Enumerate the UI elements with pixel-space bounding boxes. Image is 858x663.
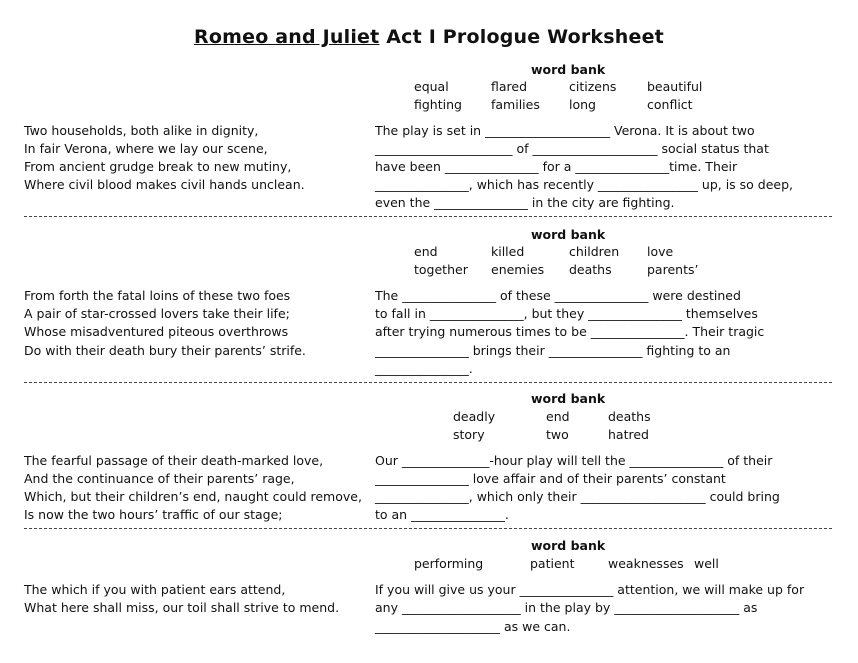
word-bank-word: deaths (608, 409, 651, 424)
worksheet-line: have been _______________ for a _______________time. Their (375, 159, 738, 174)
title-subtitle: Act I Prologue Worksheet (379, 26, 664, 48)
word-bank-title: word bank (531, 227, 606, 242)
poem-line: Is now the two hours’ traffic of our stage; (24, 507, 283, 522)
poem-line: Do with their death bury their parents’ strife. (24, 343, 306, 358)
word-bank-title: word bank (531, 391, 606, 406)
word-bank-word: long (569, 97, 596, 112)
title-play-name: Romeo and Juliet (194, 26, 380, 48)
word-bank-word: performing (414, 556, 484, 571)
worksheet-line: ____________________ as we can. (375, 619, 571, 634)
worksheet-line: any ___________________ in the play by ____________________ as (375, 600, 758, 615)
worksheet-line: ______________________ of ____________________ social status that (375, 141, 769, 156)
section-divider (24, 382, 832, 383)
word-bank-word: deadly (453, 409, 496, 424)
worksheet-line: The play is set in ____________________ Verona. It is about two (375, 123, 755, 138)
word-bank-word: end (546, 409, 570, 424)
worksheet-line: The _______________ of these _______________ were destined (375, 288, 741, 303)
worksheet-line: _______________ love affair and of their parents’ constant (375, 471, 726, 486)
word-bank-word: citizens (569, 79, 617, 94)
worksheet-line: Our ______________-hour play will tell the _______________ of their (375, 453, 773, 468)
word-bank-word: deaths (569, 262, 612, 277)
word-bank-word: flared (491, 79, 528, 94)
poem-line: Where civil blood makes civil hands unclean. (24, 177, 305, 192)
poem-line: A pair of star-crossed lovers take their life; (24, 306, 290, 321)
poem-line: And the continuance of their parents’ rage, (24, 471, 295, 486)
word-bank-word: two (546, 427, 569, 442)
worksheet-line: to fall in _______________, but they _______________ themselves (375, 306, 758, 321)
worksheet-line: after trying numerous times to be _______________. Their tragic (375, 324, 765, 339)
poem-line: What here shall miss, our toil shall strive to mend. (24, 600, 340, 615)
word-bank-word: hatred (608, 427, 649, 442)
worksheet-line: _______________, which has recently ________________ up, is so deep, (375, 177, 794, 192)
word-bank-word: patient (530, 556, 575, 571)
poem-line: From ancient grudge break to new mutiny, (24, 159, 292, 174)
poem-line: Whose misadventured piteous overthrows (24, 324, 289, 339)
worksheet-line: _______________ brings their _______________ fighting to an (375, 343, 731, 358)
worksheet-line: to an _______________. (375, 507, 509, 522)
poem-line: In fair Verona, where we lay our scene, (24, 141, 268, 156)
poem-line: Which, but their children’s end, naught could remove, (24, 489, 362, 504)
word-bank-word: well (694, 556, 719, 571)
word-bank-title: word bank (531, 62, 606, 77)
poem-line: The fearful passage of their death-marked love, (24, 453, 324, 468)
word-bank-title: word bank (531, 538, 606, 553)
poem-line: From forth the fatal loins of these two foes (24, 288, 291, 303)
word-bank-word: conflict (647, 97, 693, 112)
word-bank-word: families (491, 97, 540, 112)
word-bank-word: end (414, 244, 438, 259)
word-bank-word: equal (414, 79, 449, 94)
section-divider (24, 216, 832, 217)
word-bank-word: parents’ (647, 262, 699, 277)
word-bank-word: love (647, 244, 674, 259)
word-bank-word: weaknesses (608, 556, 684, 571)
worksheet-line: _______________. (375, 361, 473, 376)
poem-line: Two households, both alike in dignity, (24, 123, 259, 138)
word-bank-word: story (453, 427, 485, 442)
word-bank-word: enemies (491, 262, 545, 277)
worksheet-line: If you will give us your _______________ attention, we will make up for (375, 582, 805, 597)
poem-line: The which if you with patient ears attend, (24, 582, 286, 597)
worksheet-line: _______________, which only their ____________________ could bring (375, 489, 780, 504)
section-divider (24, 528, 832, 529)
word-bank-word: fighting (414, 97, 462, 112)
word-bank-word: beautiful (647, 79, 703, 94)
worksheet-line: even the _______________ in the city are fighting. (375, 195, 675, 210)
word-bank-word: children (569, 244, 620, 259)
word-bank-word: killed (491, 244, 525, 259)
word-bank-word: together (414, 262, 468, 277)
page-title (0, 26, 858, 48)
